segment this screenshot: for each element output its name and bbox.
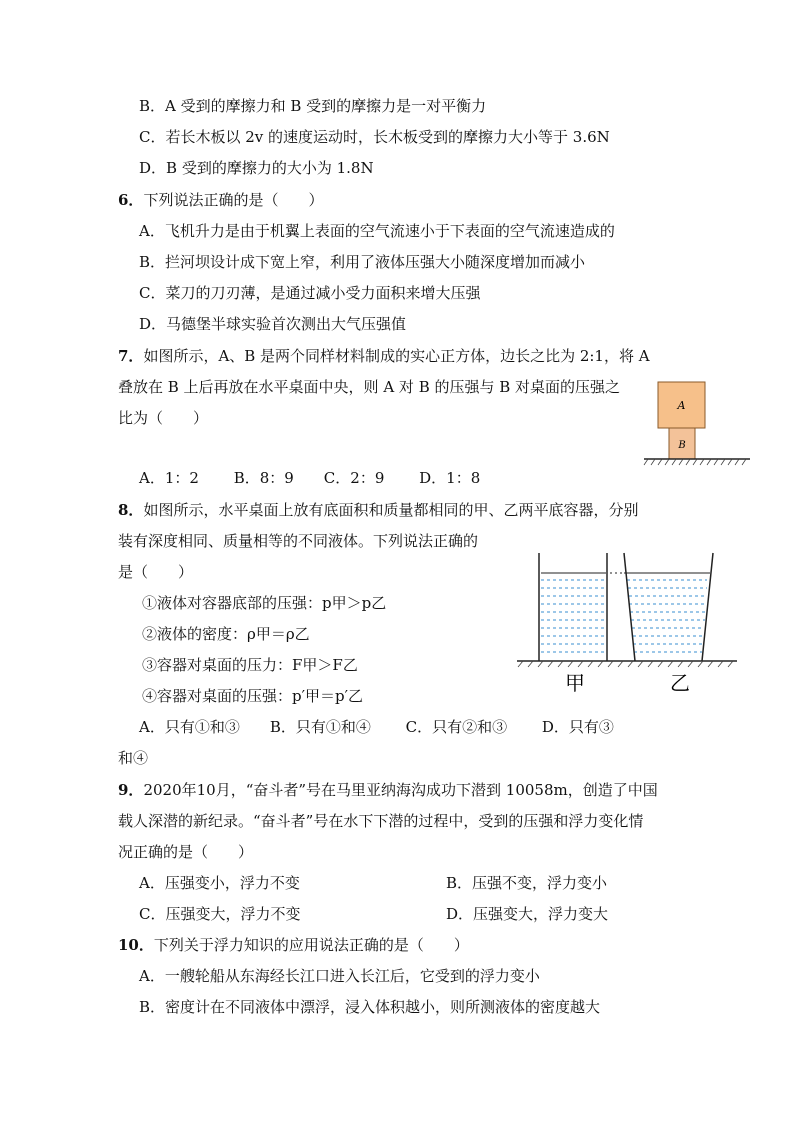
q9-stem-line3: 况正确的是（ ）	[118, 843, 254, 861]
q9-stem-line2: 载人深潜的新纪录。“奋斗者”号在水下下潜的过程中，受到的压强和浮力变化情	[118, 812, 644, 830]
tabletop-hatch	[644, 459, 746, 465]
label-jia: 甲	[565, 671, 585, 695]
q6-stem-text: 下列说法正确的是（ ）	[143, 191, 324, 209]
q8-statement-4: ④容器对桌面的压强：p′甲＝p′乙	[142, 687, 364, 705]
q5-option-b: B．A 受到的摩擦力和 B 受到的摩擦力是一对平衡力	[139, 97, 487, 115]
q10-stem	[118, 935, 469, 955]
q6-option-c: C．菜刀的刀刃薄，是通过减小受力面积来增大压强	[139, 284, 481, 302]
q10-number: 10．	[118, 936, 154, 954]
liquid-yi	[626, 573, 708, 661]
q6-number: 6．	[118, 191, 144, 209]
q7-blocks-figure	[640, 378, 752, 468]
q6-stem	[118, 190, 323, 210]
table-hatch	[518, 661, 733, 667]
q7-number: 7．	[118, 347, 144, 365]
q6-option-a: A．飞机升力是由于机翼上表面的空气流速小于下表面的空气流速造成的	[139, 222, 615, 240]
q9-option-c: C．压强变大，浮力不变	[139, 905, 301, 923]
q8-options: A．只有①和③ B．只有①和④ C．只有②和③ D．只有③	[139, 718, 614, 736]
q8-statement-2: ②液体的密度：ρ甲＝ρ乙	[142, 625, 310, 643]
liquid-jia	[540, 573, 607, 661]
q8-statement-1: ①液体对容器底部的压强：p甲＞p乙	[142, 594, 387, 612]
q9-line1-text: 2020年10月，“奋斗者”号在马里亚纳海沟成功下潜到 10058m，创造了中国	[143, 781, 658, 799]
q8-line1-text: 如图所示，水平桌面上放有底面积和质量都相同的甲、乙两平底容器，分别	[143, 501, 639, 519]
q8-options-cont: 和④	[118, 749, 149, 767]
q8-statement-3: ③容器对桌面的压力：F甲＞F乙	[142, 656, 358, 674]
q8-containers-figure	[515, 548, 740, 696]
q7-stem-line3: 比为（ ）	[118, 409, 209, 427]
q6-option-d: D．马德堡半球实验首次测出大气压强值	[139, 315, 407, 333]
q6-option-b: B．拦河坝设计成下宽上窄，利用了液体压强大小随深度增加而减小	[139, 253, 586, 271]
q10-option-b: B．密度计在不同液体中漂浮，浸入体积越小，则所测液体的密度越大	[139, 998, 601, 1016]
q9-stem-line1	[118, 780, 658, 800]
q5-option-d: D．B 受到的摩擦力的大小为 1.8N	[139, 159, 374, 177]
q5-option-c: C．若长木板以 2v 的速度运动时，长木板受到的摩擦力大小等于 3.6N	[139, 128, 610, 146]
q7-stem-line1	[118, 346, 650, 366]
q8-stem-line2: 装有深度相同、质量相等的不同液体。下列说法正确的	[118, 532, 479, 550]
q8-number: 8．	[118, 501, 144, 519]
q10-stem-text: 下列关于浮力知识的应用说法正确的是（ ）	[153, 936, 469, 954]
q7-options: A．1：2 B．8：9 C．2：9 D．1：8	[139, 469, 481, 487]
q9-option-d: D．压强变大，浮力变大	[446, 905, 609, 923]
q8-stem-line3: 是（ ）	[118, 563, 194, 581]
q9-option-a: A．压强变小，浮力不变	[139, 874, 300, 892]
q10-option-a: A．一艘轮船从东海经长江口进入长江后，它受到的浮力变小	[139, 967, 540, 985]
label-yi: 乙	[670, 671, 690, 695]
q9-number: 9．	[118, 781, 144, 799]
block-b-label: B	[678, 440, 686, 451]
q7-line1-text: 如图所示，A、B 是两个同样材料制成的实心正方体，边长之比为 2:1，将 A	[143, 347, 650, 365]
q8-stem-line1	[118, 500, 638, 520]
block-a-label: A	[677, 399, 686, 412]
q7-stem-line2: 叠放在 B 上后再放在水平桌面中央，则 A 对 B 的压强与 B 对桌面的压强之	[118, 378, 621, 396]
q9-option-b: B．压强不变，浮力变小	[446, 874, 608, 892]
